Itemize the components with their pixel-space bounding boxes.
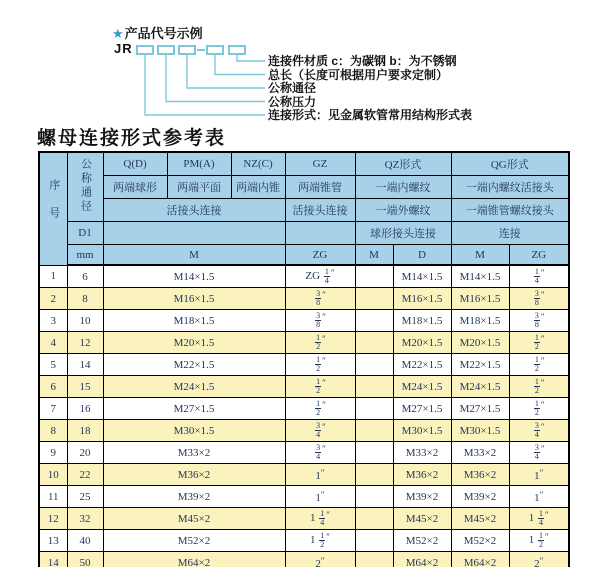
cell-no: 12: [39, 508, 67, 530]
header-empty-1: [103, 222, 285, 245]
header-nz-desc: 两端内锥: [231, 176, 285, 199]
table-row: [39, 508, 569, 530]
cell-gz-zg: $\frac{3}{8}$ ″: [285, 288, 355, 310]
cell-no: 1: [39, 265, 67, 288]
cell-gz-zg: 1″: [285, 464, 355, 486]
fraction: $\frac{1}{4}$: [324, 267, 329, 285]
fraction: $\frac{1}{2}$: [534, 355, 539, 373]
cell-m: M18×1.5: [103, 310, 285, 332]
diagram-title: [112, 23, 203, 42]
cell-qz-d: M36×2: [393, 464, 451, 486]
fraction: $\frac{1}{2}$: [316, 399, 321, 417]
cell-qg-m: M20×1.5: [451, 332, 509, 354]
cell-no: 14: [39, 552, 67, 567]
cell-m: M52×2: [103, 530, 285, 552]
label-nominal-pressure: 公称压力: [268, 94, 317, 109]
header-q-desc: 两端球形: [103, 176, 167, 199]
cell-m: M16×1.5: [103, 288, 285, 310]
diagram-title-text: 产品代号示例: [124, 26, 203, 41]
fraction: $\frac{3}{4}$: [316, 443, 321, 461]
header-gz-desc: 两端锥管: [285, 176, 355, 199]
cell-no: 9: [39, 442, 67, 464]
table-row: [39, 265, 569, 288]
fraction: $\frac{1}{2}$: [316, 377, 321, 395]
cell-no: 3: [39, 310, 67, 332]
table-row: [39, 376, 569, 398]
table-body: [39, 265, 569, 567]
cell-dn: 50: [67, 552, 103, 567]
table-row: [39, 464, 569, 486]
cell-qg-zg: $\frac{1}{2}$ ″: [509, 332, 569, 354]
code-box-5: [229, 46, 245, 54]
cell-qz-d: M33×2: [393, 442, 451, 464]
fraction: $\frac{1}{4}$: [534, 267, 539, 285]
table-row: [39, 354, 569, 376]
cell-qz-d: M16×1.5: [393, 288, 451, 310]
fraction: $\frac{3}{4}$: [316, 421, 321, 439]
cell-qz-m: [355, 552, 393, 567]
cell-qg-zg: $\frac{3}{4}$ ″: [509, 420, 569, 442]
cell-qg-zg: 1 $\frac{1}{4}$ ″: [509, 508, 569, 530]
cell-qz-m: [355, 508, 393, 530]
cell-dn: 20: [67, 442, 103, 464]
fraction: $\frac{3}{8}$: [316, 289, 321, 307]
cell-dn: 6: [67, 265, 103, 288]
cell-dn: 18: [67, 420, 103, 442]
label-material: 连接件材质 c：为碳钢 b：为不锈钢: [268, 54, 457, 68]
fraction: $\frac{1}{2}$: [534, 333, 539, 351]
cell-gz-zg: $\frac{1}{2}$ ″: [285, 398, 355, 420]
table-row: [39, 486, 569, 508]
cell-qg-zg: $\frac{1}{2}$ ″: [509, 354, 569, 376]
cell-m: M30×1.5: [103, 420, 285, 442]
cell-dn: 22: [67, 464, 103, 486]
cell-gz-zg: $\frac{1}{2}$ ″: [285, 354, 355, 376]
cell-qz-d: M30×1.5: [393, 420, 451, 442]
table-row: [39, 442, 569, 464]
table-row: [39, 398, 569, 420]
label-connection-form: 连接形式：见金属软管常用结构形式表: [268, 108, 473, 122]
nut-connection-table: [38, 151, 570, 567]
code-box-3: [179, 46, 195, 54]
cell-gz-zg: 1 $\frac{1}{4}$ ″: [285, 508, 355, 530]
fraction: $\frac{3}{8}$: [316, 311, 321, 329]
cell-qz-d: M14×1.5: [393, 265, 451, 288]
cell-qz-m: [355, 420, 393, 442]
cell-qg-m: M30×1.5: [451, 420, 509, 442]
cell-qg-m: M18×1.5: [451, 310, 509, 332]
cell-qg-zg: 2″: [509, 552, 569, 567]
header-mm: mm: [67, 245, 103, 266]
cell-gz-zg: $\frac{3}{4}$ ″: [285, 442, 355, 464]
cell-dn: 16: [67, 398, 103, 420]
cell-m: M33×2: [103, 442, 285, 464]
header-qz-d: D: [393, 245, 451, 266]
cell-dn: 8: [67, 288, 103, 310]
code-box-4: [207, 46, 223, 54]
header-empty-2: [285, 222, 355, 245]
cell-dn: 14: [67, 354, 103, 376]
header-union-conn: 活接头连接: [103, 199, 285, 222]
cell-no: 4: [39, 332, 67, 354]
fraction: $\frac{1}{4}$: [539, 509, 544, 527]
cell-m: M36×2: [103, 464, 285, 486]
cell-qz-d: M39×2: [393, 486, 451, 508]
code-box-2: [158, 46, 174, 54]
cell-qg-zg: $\frac{3}{4}$ ″: [509, 442, 569, 464]
cell-no: 2: [39, 288, 67, 310]
header-gz: GZ: [285, 152, 355, 176]
cell-qg-zg: $\frac{3}{8}$ ″: [509, 288, 569, 310]
cell-no: 6: [39, 376, 67, 398]
header-d1: D1: [67, 222, 103, 245]
cell-qz-m: [355, 265, 393, 288]
cell-m: M45×2: [103, 508, 285, 530]
header-qz-form: QZ形式: [355, 152, 451, 176]
cell-dn: 15: [67, 376, 103, 398]
cell-qg-m: M24×1.5: [451, 376, 509, 398]
cell-qz-d: M52×2: [393, 530, 451, 552]
code-prefix: JR: [114, 41, 133, 56]
cell-qg-zg: 1″: [509, 464, 569, 486]
cell-qg-m: M14×1.5: [451, 265, 509, 288]
table-row: [39, 310, 569, 332]
cell-qg-zg: $\frac{1}{4}$ ″: [509, 265, 569, 288]
header-qz-desc2: 一端外螺纹: [355, 199, 451, 222]
cell-dn: 32: [67, 508, 103, 530]
header-qz-conn: 球形接头连接: [355, 222, 451, 245]
cell-gz-zg: 1″: [285, 486, 355, 508]
cell-qz-m: [355, 354, 393, 376]
fraction: $\frac{1}{2}$: [320, 531, 325, 549]
table-row: [39, 552, 569, 567]
cell-qg-m: M52×2: [451, 530, 509, 552]
cell-qg-zg: $\frac{3}{8}$ ″: [509, 310, 569, 332]
header-qg-form: QG形式: [451, 152, 569, 176]
cell-qz-m: [355, 288, 393, 310]
header-gz-conn: 活接头连接: [285, 199, 355, 222]
cell-qz-d: M18×1.5: [393, 310, 451, 332]
cell-qz-m: [355, 442, 393, 464]
cell-m: M20×1.5: [103, 332, 285, 354]
header-seq: 序号: [39, 152, 67, 265]
fraction: $\frac{1}{2}$: [316, 333, 321, 351]
cell-gz-zg: ZG $\frac{1}{4}$ ″: [285, 265, 355, 288]
header-pm-desc: 两端平面: [167, 176, 231, 199]
header-dn: 公称通径: [67, 152, 103, 222]
cell-no: 7: [39, 398, 67, 420]
header-qg-zg: ZG: [509, 245, 569, 266]
cell-gz-zg: 2″: [285, 552, 355, 567]
connector-line-4: [215, 54, 265, 75]
star-icon: ★: [112, 26, 124, 41]
cell-dn: 40: [67, 530, 103, 552]
table-row: [39, 530, 569, 552]
fraction: $\frac{3}{4}$: [534, 443, 539, 461]
cell-qz-d: M64×2: [393, 552, 451, 567]
cell-qg-m: M22×1.5: [451, 354, 509, 376]
fraction: $\frac{3}{4}$: [534, 421, 539, 439]
fraction: $\frac{3}{8}$: [534, 289, 539, 307]
cell-no: 13: [39, 530, 67, 552]
header-nz-c: NZ(C): [231, 152, 285, 176]
cell-no: 10: [39, 464, 67, 486]
cell-qg-zg: $\frac{1}{2}$ ″: [509, 398, 569, 420]
cell-gz-zg: $\frac{3}{4}$ ″: [285, 420, 355, 442]
cell-m: M39×2: [103, 486, 285, 508]
connector-line-5: [237, 54, 265, 61]
header-qz-desc1: 一端内螺纹: [355, 176, 451, 199]
cell-m: M27×1.5: [103, 398, 285, 420]
cell-dn: 10: [67, 310, 103, 332]
cell-qz-m: [355, 486, 393, 508]
cell-gz-zg: $\frac{1}{2}$ ″: [285, 332, 355, 354]
cell-m: M24×1.5: [103, 376, 285, 398]
cell-dn: 25: [67, 486, 103, 508]
cell-qz-m: [355, 376, 393, 398]
header-qg-conn: 连接: [451, 222, 569, 245]
fraction: $\frac{3}{8}$: [534, 311, 539, 329]
label-nominal-diameter: 公称通径: [268, 81, 317, 95]
fraction: $\frac{1}{2}$: [534, 377, 539, 395]
cell-qg-m: M16×1.5: [451, 288, 509, 310]
fraction: $\frac{1}{2}$: [539, 531, 544, 549]
cell-qg-m: M33×2: [451, 442, 509, 464]
cell-qz-d: M45×2: [393, 508, 451, 530]
code-box-1: [137, 46, 153, 54]
table-row: [39, 332, 569, 354]
cell-qg-m: M36×2: [451, 464, 509, 486]
connector-line-3: [187, 54, 265, 88]
cell-qz-d: M22×1.5: [393, 354, 451, 376]
label-total-length: 总长（长度可根据用户要求定制）: [268, 67, 449, 82]
fraction: $\frac{1}{2}$: [316, 355, 321, 373]
header-qg-m: M: [451, 245, 509, 266]
table-row: [39, 288, 569, 310]
cell-no: 11: [39, 486, 67, 508]
cell-dn: 12: [67, 332, 103, 354]
cell-no: 5: [39, 354, 67, 376]
cell-qg-zg: 1 $\frac{1}{2}$ ″: [509, 530, 569, 552]
cell-qz-m: [355, 332, 393, 354]
cell-qz-m: [355, 464, 393, 486]
cell-qz-d: M27×1.5: [393, 398, 451, 420]
cell-qz-m: [355, 530, 393, 552]
connector-line-1: [145, 54, 265, 115]
header-qg-desc1: 一端内螺纹活接头: [451, 176, 569, 199]
header-m: M: [103, 245, 285, 266]
cell-qz-m: [355, 398, 393, 420]
cell-m: M14×1.5: [103, 265, 285, 288]
cell-m: M22×1.5: [103, 354, 285, 376]
fraction: $\frac{1}{4}$: [320, 509, 325, 527]
cell-qz-d: M20×1.5: [393, 332, 451, 354]
cell-qg-zg: $\frac{1}{2}$ ″: [509, 376, 569, 398]
table-row: [39, 420, 569, 442]
header-pm-a: PM(A): [167, 152, 231, 176]
fraction: $\frac{1}{2}$: [534, 399, 539, 417]
cell-qg-m: M45×2: [451, 508, 509, 530]
cell-qg-m: M39×2: [451, 486, 509, 508]
header-qz-m: M: [355, 245, 393, 266]
cell-qg-m: M27×1.5: [451, 398, 509, 420]
header-zg: ZG: [285, 245, 355, 266]
cell-qz-m: [355, 310, 393, 332]
cell-m: M64×2: [103, 552, 285, 567]
cell-no: 8: [39, 420, 67, 442]
header-q-d: Q(D): [103, 152, 167, 176]
header-qg-desc2: 一端锥管螺纹接头: [451, 199, 569, 222]
cell-qz-d: M24×1.5: [393, 376, 451, 398]
cell-gz-zg: $\frac{1}{2}$ ″: [285, 376, 355, 398]
cell-qg-m: M64×2: [451, 552, 509, 567]
cell-gz-zg: $\frac{3}{8}$ ″: [285, 310, 355, 332]
cell-qg-zg: 1″: [509, 486, 569, 508]
cell-gz-zg: 1 $\frac{1}{2}$ ″: [285, 530, 355, 552]
table-title: 螺母连接形式参考表: [37, 128, 227, 149]
